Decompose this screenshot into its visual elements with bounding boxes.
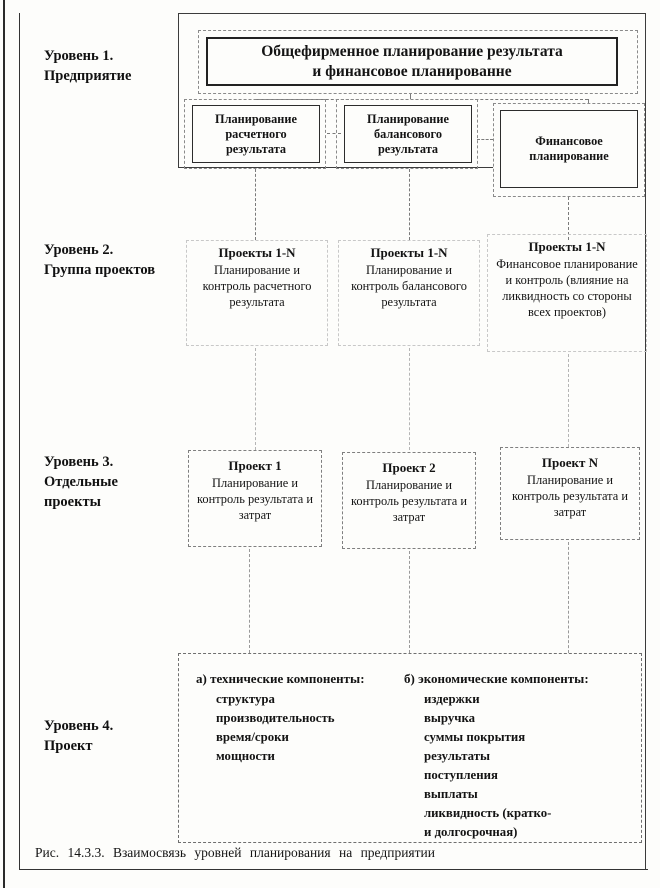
sub-box-balance-result <box>344 105 472 163</box>
economic-item: результаты <box>424 749 490 763</box>
level4-technical-items <box>216 690 396 766</box>
economic-item: издержки <box>424 692 480 706</box>
level2-column-calculated <box>186 240 328 346</box>
level1-side-label-line1: Уровень 1. <box>44 48 114 64</box>
level4-side-label <box>44 716 174 756</box>
technical-item: производительность <box>216 711 335 725</box>
sub-box-financial-planning <box>500 110 638 188</box>
sub-box-calculated-result-label: Планирование расчетного результата <box>215 111 297 156</box>
technical-item: время/сроки <box>216 730 289 744</box>
economic-item: поступления <box>424 768 498 782</box>
technical-item: мощности <box>216 749 275 763</box>
level3-side-label-line1: Уровень 3. <box>44 454 114 470</box>
level4-side-label-line2: Проект <box>44 738 93 754</box>
sub-box-financial-planning-label: Финансовое планирование <box>529 134 609 163</box>
figure-caption: Рис. 14.3.3. Взаимосвязь уровней планирования на предприятии <box>35 845 435 860</box>
corporate-planning-title-box <box>206 37 618 86</box>
connector-col1-l2-l3 <box>255 348 256 450</box>
economic-item: выручка <box>424 711 476 725</box>
level3-box-project-2-header: Проект 2 <box>382 460 436 475</box>
economic-item: ликвидность (кратко- <box>424 806 552 820</box>
level2-side-label-line1: Уровень 2. <box>44 242 114 258</box>
level2-column-balance-header: Проекты 1-N <box>370 245 448 260</box>
technical-item: структура <box>216 692 275 706</box>
sub-box-balance-result-label: Планирование балансового результата <box>367 111 449 156</box>
connector-col2-l2-l3 <box>409 348 410 450</box>
level4-economic-items <box>424 690 634 842</box>
level3-side-label <box>44 452 174 512</box>
level2-column-financial-body: Финансовое планирование и контроль (влияние на ликвидность со стороны всех проектов) <box>496 257 638 319</box>
level3-box-project-2-body: Планирование и контроль результата и затрат <box>351 478 467 524</box>
level4-economic-components <box>404 670 634 842</box>
connector-col1-l3-l4 <box>249 549 250 653</box>
page-gutter-line <box>3 0 5 888</box>
level3-side-label-line3: проекты <box>44 494 101 510</box>
figure-frame-left <box>19 13 20 870</box>
level3-box-project-n-body: Планирование и контроль результата и затрат <box>512 473 628 519</box>
connector-col3-l3-l4 <box>568 542 569 653</box>
level2-column-balance-body: Планирование и контроль балансового результата <box>351 263 467 309</box>
level1-side-label <box>44 46 174 86</box>
connector-col2-l1-l2 <box>409 169 410 240</box>
level3-box-project-n <box>500 447 640 540</box>
title-line1: Общефирменное планирование результата <box>261 42 563 60</box>
connector-col2-l3-l4 <box>409 551 410 653</box>
level2-column-balance <box>338 240 480 346</box>
economic-item: суммы покрытия <box>424 730 526 744</box>
level3-box-project-1-header: Проект 1 <box>228 458 282 473</box>
level2-column-calculated-body: Планирование и контроль расчетного результата <box>202 263 312 309</box>
level2-side-label-line2: Группа проектов <box>44 262 156 278</box>
level2-column-financial <box>487 234 647 352</box>
level3-box-project-2 <box>342 452 476 549</box>
level1-side-label-line2: Предприятие <box>44 68 132 84</box>
level4-economic-header: б) экономические компоненты: <box>404 671 589 686</box>
level4-technical-components <box>196 670 396 766</box>
level3-box-project-n-header: Проект N <box>541 455 599 470</box>
connector-dash-between-box2-box3 <box>477 139 493 140</box>
level3-side-label-line2: Отдельные <box>44 474 118 490</box>
economic-item: и долгосрочная) <box>424 825 518 839</box>
sub-box-calculated-result <box>192 105 320 163</box>
title-line2: и финансовое планированне <box>312 62 512 80</box>
level2-side-label <box>44 240 174 280</box>
level3-box-project-1 <box>188 450 322 547</box>
level4-technical-header: а) технические компоненты: <box>196 671 365 686</box>
level4-side-label-line1: Уровень 4. <box>44 718 114 734</box>
connector-col1-l1-l2 <box>255 169 256 240</box>
level2-column-calculated-header: Проекты 1-N <box>218 245 296 260</box>
level3-box-project-1-body: Планирование и контроль результата и затрат <box>197 476 313 522</box>
connector-col3-l2-l3 <box>568 354 569 447</box>
level2-column-financial-header: Проекты 1-N <box>528 239 606 254</box>
economic-item: выплаты <box>424 787 478 801</box>
